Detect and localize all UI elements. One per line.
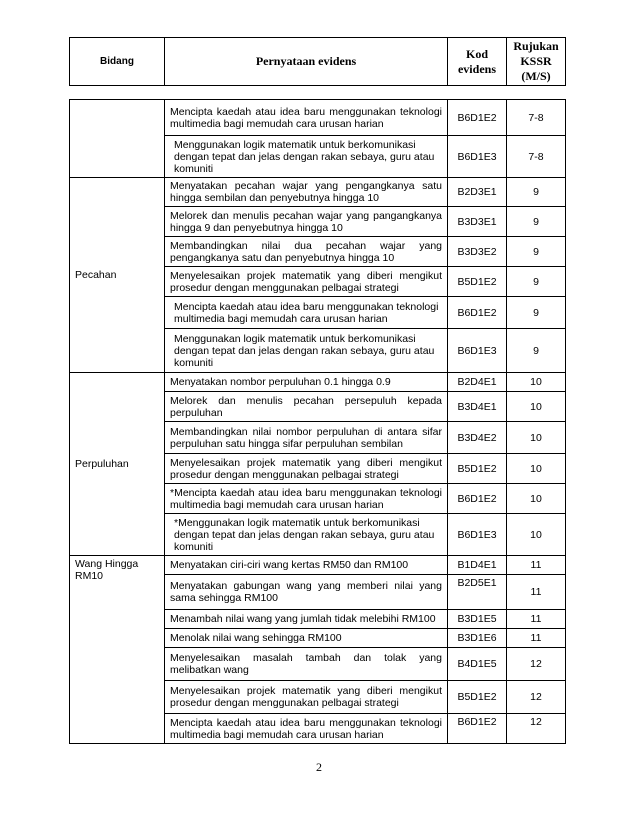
kod-cell: B2D4E1 [448, 373, 507, 392]
ms-cell: 9 [507, 297, 566, 329]
kod-cell: B6D1E3 [448, 329, 507, 373]
kod-cell: B3D1E6 [448, 629, 507, 648]
ms-cell: 12 [507, 714, 566, 744]
statement-cell: Menyatakan nombor perpuluhan 0.1 hingga 0.9 [165, 373, 448, 392]
bidang-cell [70, 100, 165, 178]
statement-cell: Menolak nilai wang sehingga RM100 [165, 629, 448, 648]
ms-cell: 7-8 [507, 100, 566, 136]
header-row [70, 38, 566, 86]
ms-cell: 10 [507, 422, 566, 454]
ms-cell: 10 [507, 514, 566, 556]
kod-cell: B2D5E1 [448, 575, 507, 610]
evidence-table [69, 99, 566, 744]
statement-cell: Menyelesaikan masalah tambah dan tolak yang melibatkan wang [165, 648, 448, 681]
header-rujukan [507, 38, 566, 86]
statement-cell: Menggunakan logik matematik untuk berkomunikasi dengan tepat dan jelas dengan rakan sebaya, guru atau komuniti [165, 329, 448, 373]
header-pernyataan: Pernyataan evidens [165, 38, 448, 86]
statement-cell: Membandingkan nilai dua pecahan wajar yang pengangkanya satu dan penyebutnya hingga 10 [165, 237, 448, 267]
ms-cell: 9 [507, 329, 566, 373]
statement-cell: Menyelesaikan projek matematik yang diberi mengikut prosedur dengan menggunakan pelbagai strategi [165, 267, 448, 297]
statement-cell: Menyelesaikan projek matematik yang diberi mengikut prosedur dengan menggunakan pelbagai strategi [165, 454, 448, 484]
statement-cell: Melorek dan menulis pecahan wajar yang pangangkanya hingga 9 dan penyebutnya hingga 10 [165, 207, 448, 237]
kod-cell: B3D4E1 [448, 392, 507, 422]
statement-cell: *Mencipta kaedah atau idea baru menggunakan teknologi multimedia bagi memudah cara urusan harian [165, 484, 448, 514]
statement-cell: Menggunakan logik matematik untuk berkomunikasi dengan tepat dan jelas dengan rakan sebaya, guru atau komuniti [165, 136, 448, 178]
ms-cell: 7-8 [507, 136, 566, 178]
ms-cell: 9 [507, 237, 566, 267]
header-bidang: Bidang [70, 38, 165, 86]
ms-cell: 9 [507, 178, 566, 207]
table-row [70, 373, 566, 392]
ms-cell: 11 [507, 575, 566, 610]
kod-cell: B5D1E2 [448, 267, 507, 297]
header-rujukan-line1: Rujukan [513, 39, 559, 53]
statement-cell: Menambah nilai wang yang jumlah tidak melebihi RM100 [165, 610, 448, 629]
bidang-cell-perpuluhan: Perpuluhan [70, 373, 165, 556]
statement-cell: Menyelesaikan projek matematik yang diberi mengikut prosedur dengan menggunakan pelbagai strategi [165, 681, 448, 714]
kod-cell: B5D1E2 [448, 454, 507, 484]
statement-cell: Melorek dan menulis pecahan persepuluh kepada perpuluhan [165, 392, 448, 422]
kod-cell: B6D1E2 [448, 100, 507, 136]
header-table [69, 37, 566, 86]
header-rujukan-line3: (M/S) [521, 69, 551, 83]
ms-cell: 12 [507, 681, 566, 714]
kod-cell: B2D3E1 [448, 178, 507, 207]
bidang-cell-pecahan: Pecahan [70, 178, 165, 373]
ms-cell: 11 [507, 629, 566, 648]
table-row [70, 178, 566, 207]
kod-cell: B3D3E1 [448, 207, 507, 237]
kod-cell: B6D1E3 [448, 136, 507, 178]
bidang-cell-wang: Wang Hingga RM10 [70, 556, 165, 744]
kod-cell: B5D1E2 [448, 681, 507, 714]
statement-cell: Menyatakan pecahan wajar yang pengangkanya satu hingga sembilan dan penyebutnya hingga 10 [165, 178, 448, 207]
kod-cell: B1D4E1 [448, 556, 507, 575]
kod-cell: B6D1E2 [448, 484, 507, 514]
ms-cell: 10 [507, 484, 566, 514]
kod-cell: B3D4E2 [448, 422, 507, 454]
kod-cell: B6D1E2 [448, 714, 507, 744]
header-kod [448, 38, 507, 86]
page-number: 2 [316, 760, 322, 774]
ms-cell: 11 [507, 610, 566, 629]
ms-cell: 11 [507, 556, 566, 575]
ms-cell: 10 [507, 454, 566, 484]
statement-cell: *Menggunakan logik matematik untuk berkomunikasi dengan tepat dan jelas dengan rakan sebaya, guru atau komuniti [165, 514, 448, 556]
statement-cell: Mencipta kaedah atau idea baru menggunakan teknologi multimedia bagi memudah cara urusan harian [165, 297, 448, 329]
statement-cell: Menyatakan ciri-ciri wang kertas RM50 dan RM100 [165, 556, 448, 575]
statement-cell: Membandingkan nilai nombor perpuluhan di antara sifar perpuluhan satu hingga sifar perpuluhan sembilan [165, 422, 448, 454]
header-rujukan-line2: KSSR [520, 54, 552, 68]
kod-cell: B4D1E5 [448, 648, 507, 681]
table-row [70, 100, 566, 136]
statement-cell: Mencipta kaedah atau idea baru menggunakan teknologi multimedia bagi memudah cara urusan harian [165, 100, 448, 136]
kod-cell: B6D1E3 [448, 514, 507, 556]
ms-cell: 10 [507, 373, 566, 392]
kod-cell: B3D3E2 [448, 237, 507, 267]
kod-cell: B6D1E2 [448, 297, 507, 329]
header-kod-line1: Kod [465, 46, 488, 61]
ms-cell: 10 [507, 392, 566, 422]
ms-cell: 9 [507, 267, 566, 297]
kod-cell: B3D1E5 [448, 610, 507, 629]
table-row [70, 556, 566, 575]
header-kod-line2: evidens [457, 61, 496, 76]
ms-cell: 9 [507, 207, 566, 237]
ms-cell: 12 [507, 648, 566, 681]
statement-cell: Menyatakan gabungan wang yang memberi nilai yang sama sehingga RM100 [165, 575, 448, 610]
statement-cell: Mencipta kaedah atau idea baru menggunakan teknologi multimedia bagi memudah cara urusan harian [165, 714, 448, 744]
